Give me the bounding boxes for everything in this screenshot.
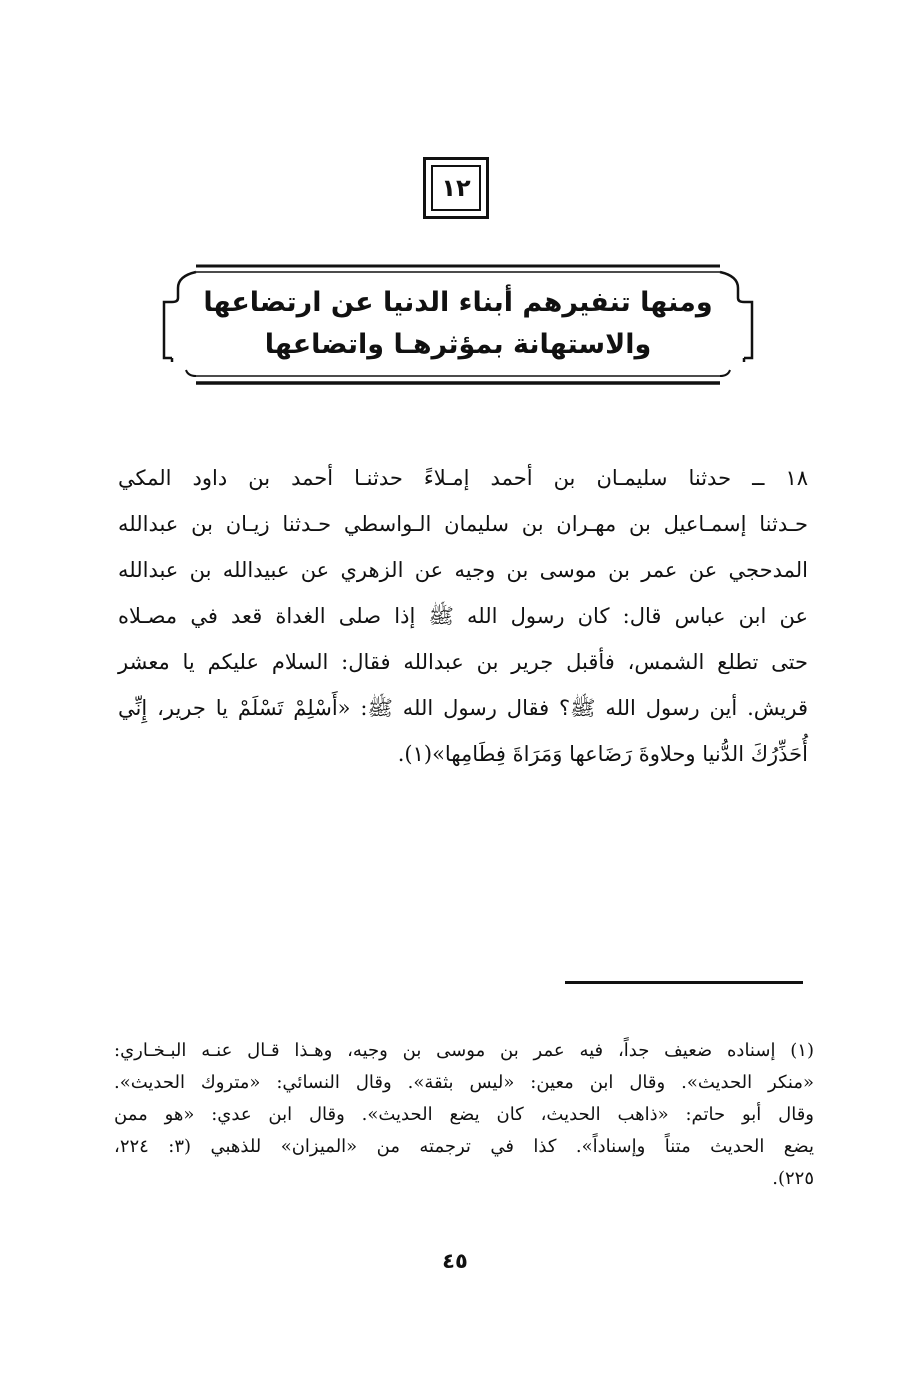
footnote-line: ٢٢٥). <box>772 1168 814 1189</box>
footnote-line: «منكر الحديث». وقال ابن معين: «ليس بثقة». وقال النسائي: «متروك الحديث». <box>114 1072 814 1093</box>
chapter-title-line-1: ومنها تنفيرهم أبناء الدنيا عن ارتضاعها <box>203 287 713 318</box>
footnote-line: وقال أبو حاتم: «ذاهب الحديث، كان يضع الحديث». وقال ابن عدي: «هو ممن <box>114 1104 814 1125</box>
body-line: أُحَذِّرُكَ الدُّنيا وحلاوةَ رَضَاعها وَمَرَاةَ فِطَامِها»(١). <box>397 742 808 766</box>
body-line: عن ابن عباس قال: كان رسول الله ﷺ إذا صلى الغداة قعد في مصـلاه <box>118 604 808 628</box>
footnote-separator <box>565 981 803 984</box>
body-line: قريش. أين رسول الله ﷺ؟ فقال رسول الله ﷺ: «أَسْلِمْ تَسْلَمْ يا جرير، إِنِّي <box>118 696 808 720</box>
body-line: المدحجي عن عمر بن موسى بن وجيه عن الزهري عن عبيدالله بن عبدالله <box>118 558 808 582</box>
footnote <box>114 1035 814 1195</box>
body-line: ١٨ ــ حدثنا سليمـان بن أحمد إمـلاءً حدثنـا أحمد بن داود المكي <box>118 466 808 490</box>
body-line: حتى تطلع الشمس، فأقبل جرير بن عبدالله فقال: السلام عليكم يا معشر <box>118 650 808 674</box>
chapter-number-box <box>423 157 489 219</box>
body-line: حـدثنا إسمـاعيل بن مهـران بن سليمان الـواسطي حـدثنا زيـان بن عبدالله <box>118 512 808 536</box>
page-number: ٤٥ <box>442 1249 468 1273</box>
chapter-title-frame <box>160 262 756 392</box>
chapter-number: ١٢ <box>431 165 481 211</box>
footnote-line: يضع الحديث متناً وإسناداً». كذا في ترجمته من «الميزان» للذهبي (٣: ٢٢٤، <box>114 1136 814 1157</box>
chapter-title-line-2: والاستهانة بمؤثرهـا واتضاعها <box>264 329 652 360</box>
chapter-title <box>190 282 726 366</box>
hadith-text <box>118 455 808 777</box>
footnote-line: (١) إسناده ضعيف جداً، فيه عمر بن موسى بن وجيه، وهـذا قـال عنـه البـخـاري: <box>114 1040 814 1061</box>
